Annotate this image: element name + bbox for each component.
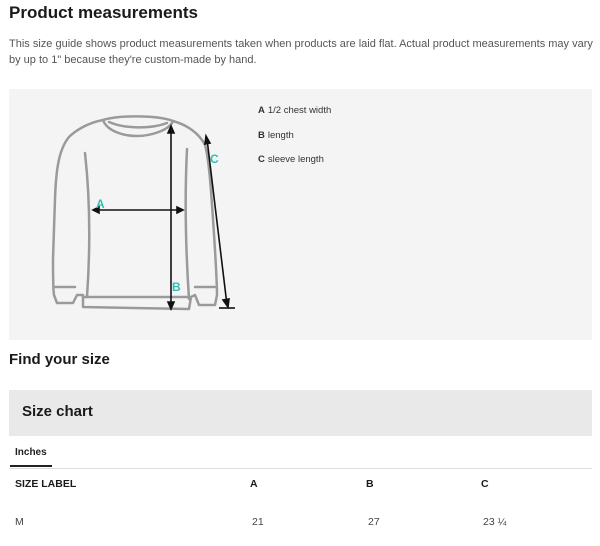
marker-b: B	[172, 280, 181, 294]
legend-item-b	[258, 130, 331, 155]
legend-key: C	[258, 154, 265, 165]
legend-label: sleeve length	[267, 154, 324, 165]
size-chart-title: Size chart	[22, 403, 93, 420]
measurement-legend	[258, 105, 331, 179]
column-header-size-label: SIZE LABEL	[15, 478, 77, 490]
tab-inches[interactable]: Inches	[10, 447, 52, 467]
marker-a: A	[96, 197, 105, 211]
column-header-b: B	[366, 478, 374, 490]
product-measurements-title: Product measurements	[9, 3, 198, 22]
marker-c: C	[210, 152, 219, 166]
measurement-diagram	[9, 89, 592, 340]
column-header-a: A	[250, 478, 258, 490]
size-guide-description: This size guide shows product measurements taken when products are laid flat. Actual product measurements may vary by up to 1" because they're custom-made by hand.	[9, 38, 593, 66]
find-your-size-title: Find your size	[9, 351, 110, 368]
legend-item-a	[258, 105, 331, 130]
size-chart-header	[9, 390, 592, 436]
legend-label: length	[267, 129, 294, 141]
tab-divider	[9, 468, 592, 469]
legend-key: A	[258, 105, 265, 116]
cell-size-label: M	[15, 516, 24, 528]
cell-c: 23 ¼	[483, 516, 507, 528]
column-header-c: C	[481, 478, 489, 490]
cell-a: 21	[252, 516, 264, 528]
legend-key: B	[258, 129, 265, 141]
cell-b: 27	[368, 516, 380, 528]
legend-label: 1/2 chest width	[267, 105, 332, 116]
legend-item-c	[258, 154, 331, 179]
